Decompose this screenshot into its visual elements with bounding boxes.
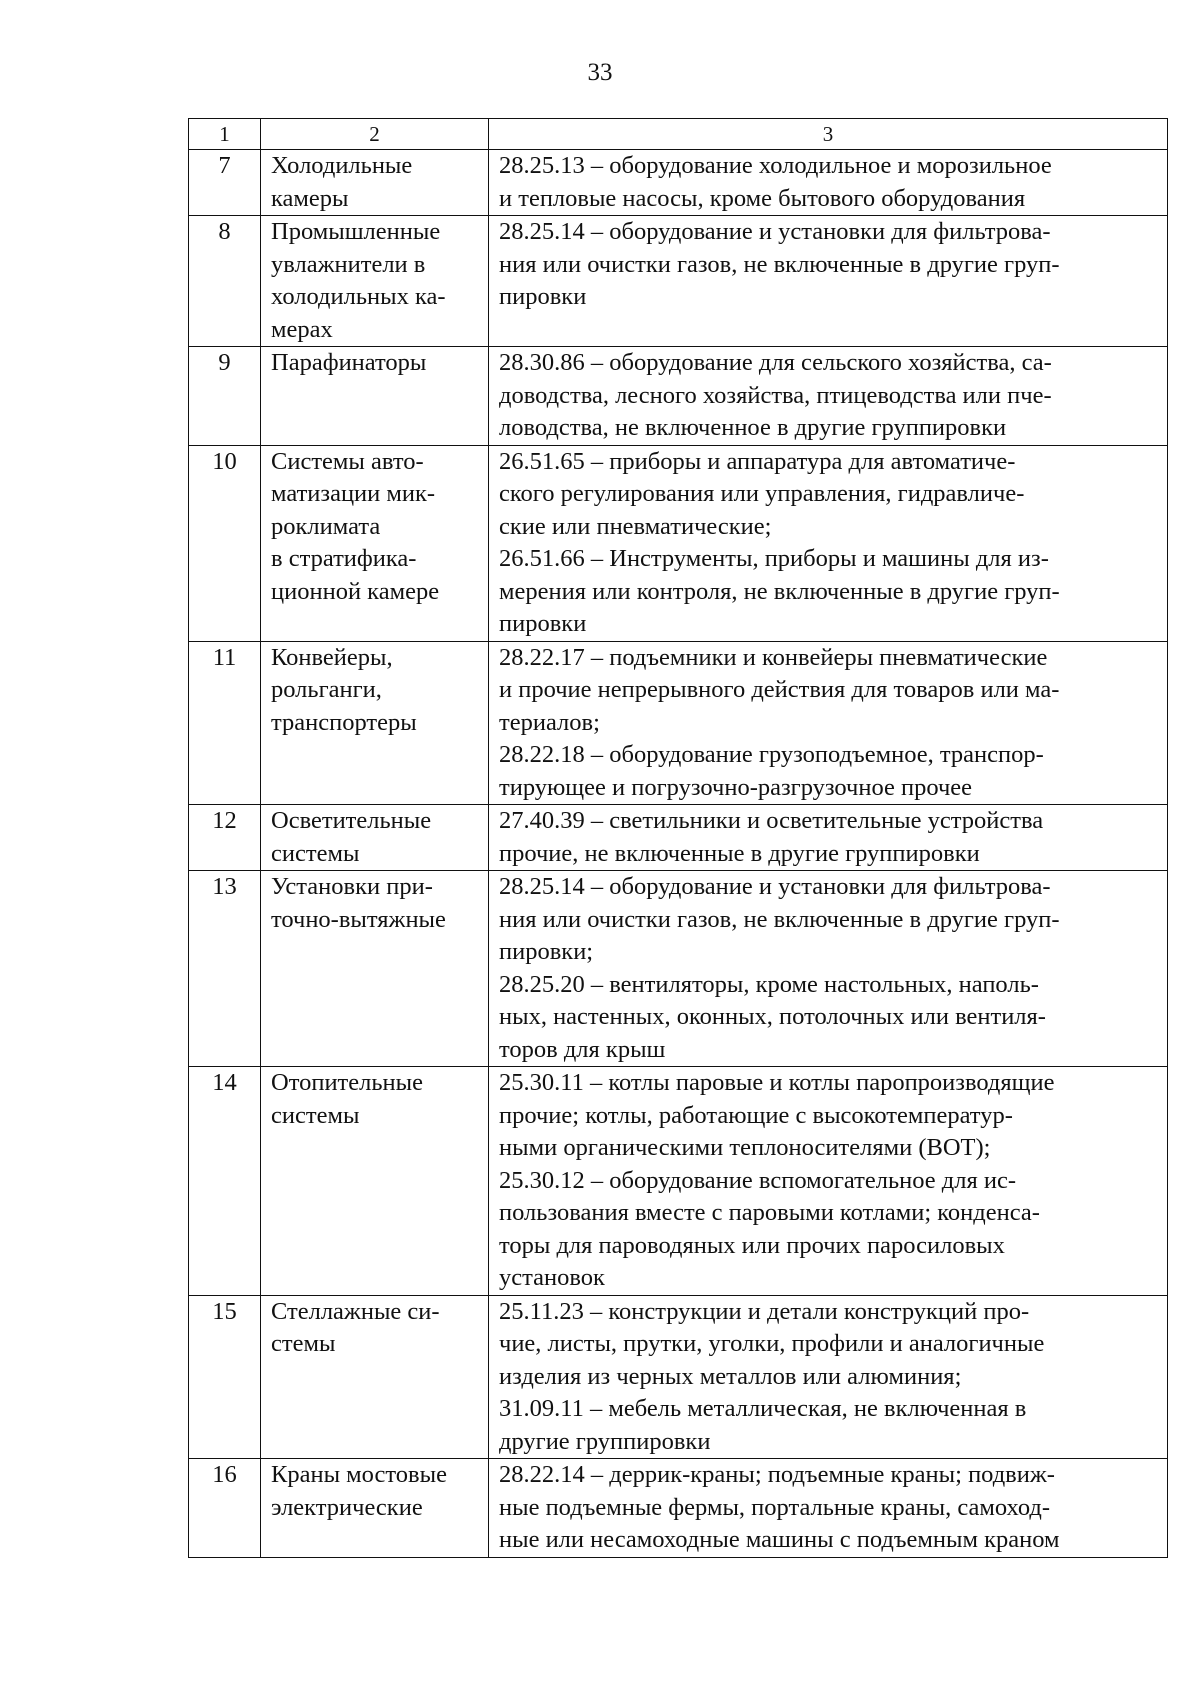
page-number: 33	[587, 59, 613, 86]
table-row	[189, 1067, 1168, 1296]
okpd-code-line: ния или очистки газов, не включенные в другие груп-	[499, 250, 1060, 278]
row-number: 16	[189, 1459, 261, 1558]
okpd-code-item	[499, 446, 1167, 544]
okpd-codes	[489, 150, 1168, 216]
equipment-name-line: мерах	[271, 315, 333, 343]
table-row	[189, 445, 1168, 641]
okpd-code-line: и тепловые насосы, кроме бытового оборудования	[499, 184, 1026, 212]
table-row	[189, 641, 1168, 805]
okpd-code-line: ные или несамоходные машины с подъемным краном	[499, 1526, 1060, 1553]
equipment-name-line: ционной камере	[271, 577, 440, 605]
okpd-codes	[489, 871, 1168, 1067]
equipment-name	[261, 347, 489, 446]
okpd-codes	[489, 641, 1168, 805]
okpd-code-item	[499, 1296, 1167, 1394]
equipment-name-line: электрические	[271, 1493, 423, 1521]
table-row	[189, 347, 1168, 446]
table-row	[189, 1459, 1168, 1558]
okpd-code-line: другие группировки	[499, 1427, 711, 1455]
equipment-name-line: рольганги,	[271, 676, 382, 703]
equipment-name-line: Системы авто-	[271, 447, 424, 475]
okpd-code-line: 26.51.65 – приборы и аппаратура для автоматиче-	[499, 447, 1016, 475]
okpd-code-line: установок	[499, 1264, 605, 1291]
okpd-codes	[489, 216, 1168, 347]
equipment-name-line: транспортеры	[271, 708, 417, 736]
table-row	[189, 150, 1168, 216]
okpd-code-line: пользования вместе с паровыми котлами; конденса-	[499, 1199, 1040, 1226]
okpd-code-item	[499, 969, 1167, 1067]
okpd-codes	[489, 1295, 1168, 1459]
row-number: 13	[189, 871, 261, 1067]
okpd-code-line: торов для крыш	[499, 1035, 666, 1063]
row-number: 9	[189, 347, 261, 446]
okpd-code-item	[499, 150, 1167, 215]
okpd-code-line: ными органическими теплоносителями (ВОТ);	[499, 1134, 991, 1161]
table-row	[189, 805, 1168, 871]
okpd-code-line: ния или очистки газов, не включенные в другие груп-	[499, 905, 1060, 933]
table-row	[189, 1295, 1168, 1459]
row-number: 10	[189, 445, 261, 641]
equipment-name-line: системы	[271, 1101, 360, 1129]
equipment-name	[261, 445, 489, 641]
okpd-code-line: пировки	[499, 610, 587, 637]
equipment-name-line: Холодильные	[271, 152, 413, 179]
row-number: 8	[189, 216, 261, 347]
okpd-code-line: ловодства, не включенное в другие группировки	[499, 414, 1007, 441]
okpd-code-item	[499, 216, 1167, 314]
okpd-codes	[489, 1067, 1168, 1296]
okpd-code-line: 25.11.23 – конструкции и детали конструкций про-	[499, 1297, 1030, 1325]
okpd-code-item	[499, 871, 1167, 969]
equipment-name	[261, 1067, 489, 1296]
header-col-3: 3	[489, 119, 1168, 150]
okpd-code-line: ские или пневматические;	[499, 512, 772, 540]
okpd-code-item	[499, 1067, 1167, 1165]
equipment-name-line: точно-вытяжные	[271, 905, 446, 933]
okpd-code-line: ные подъемные фермы, портальные краны, самоход-	[499, 1493, 1051, 1521]
okpd-code-line: чие, листы, прутки, уголки, профили и аналогичные	[499, 1330, 1045, 1357]
okpd-code-item	[499, 805, 1167, 870]
equipment-name-line: Промышленные	[271, 218, 441, 245]
okpd-code-line: 28.25.13 – оборудование холодильное и морозильное	[499, 152, 1052, 179]
okpd-code-line: 27.40.39 – светильники и осветительные устройства	[499, 807, 1044, 834]
equipment-name-line: в стратифика-	[271, 545, 417, 572]
okpd-code-line: 25.30.12 – оборудование вспомогательное для ис-	[499, 1166, 1017, 1194]
equipment-name	[261, 641, 489, 805]
okpd-code-item	[499, 347, 1167, 445]
okpd-code-line: 28.22.14 – деррик-краны; подъемные краны; подвиж-	[499, 1461, 1055, 1488]
equipment-name	[261, 1459, 489, 1558]
equipment-name-line: Установки при-	[271, 873, 433, 900]
okpd-code-line: и прочие непрерывного действия для товаров или ма-	[499, 676, 1060, 703]
equipment-name-line: Конвейеры,	[271, 643, 393, 671]
okpd-code-line: доводства, лесного хозяйства, птицеводства или пче-	[499, 381, 1052, 409]
row-number: 7	[189, 150, 261, 216]
okpd-code-line: ных, настенных, оконных, потолочных или вентиля-	[499, 1003, 1046, 1030]
okpd-code-item	[499, 739, 1167, 804]
equipment-name	[261, 805, 489, 871]
equipment-name	[261, 150, 489, 216]
okpd-code-line: 25.30.11 – котлы паровые и котлы паропроизводящие	[499, 1069, 1055, 1096]
equipment-name-line: Парафинаторы	[271, 349, 427, 376]
equipment-name-line: камеры	[271, 184, 349, 212]
okpd-code-line: торы для пароводяных или прочих паросиловых	[499, 1231, 1005, 1259]
row-number: 11	[189, 641, 261, 805]
okpd-code-line: мерения или контроля, не включенные в другие груп-	[499, 577, 1060, 605]
okpd-codes	[489, 805, 1168, 871]
equipment-name-line: роклимата	[271, 512, 381, 540]
okpd-code-item	[499, 1393, 1167, 1458]
row-number: 12	[189, 805, 261, 871]
equipment-name-line: стемы	[271, 1330, 336, 1357]
equipment-name	[261, 1295, 489, 1459]
okpd-code-line: прочие; котлы, работающие с высокотемператур-	[499, 1101, 1013, 1129]
okpd-code-line: 28.25.14 – оборудование и установки для фильтрова-	[499, 218, 1051, 245]
okpd-code-line: пировки;	[499, 938, 594, 965]
okpd-code-line: пировки	[499, 283, 587, 310]
row-number: 15	[189, 1295, 261, 1459]
equipment-name-line: увлажнители в	[271, 250, 426, 278]
header-col-2: 2	[261, 119, 489, 150]
equipment-name	[261, 216, 489, 347]
table-header-row	[189, 119, 1168, 150]
equipment-name-line: Осветительные	[271, 807, 432, 834]
okpd-codes	[489, 347, 1168, 446]
okpd-code-line: тирующее и погрузочно-разгрузочное прочее	[499, 773, 973, 801]
equipment-name-line: Стеллажные си-	[271, 1297, 440, 1325]
equipment-name-line: системы	[271, 839, 360, 867]
okpd-code-line: 28.22.17 – подъемники и конвейеры пневматические	[499, 643, 1048, 671]
equipment-name-line: Краны мостовые	[271, 1461, 447, 1488]
okpd-code-line: ского регулирования или управления, гидравличе-	[499, 480, 1025, 507]
okpd-code-line: прочие, не включенные в другие группировки	[499, 839, 980, 867]
okpd-code-line: 31.09.11 – мебель металлическая, не включенная в	[499, 1395, 1027, 1422]
okpd-codes	[489, 1459, 1168, 1558]
equipment-name-line: холодильных ка-	[271, 283, 446, 310]
okpd-code-item	[499, 642, 1167, 740]
table-row	[189, 871, 1168, 1067]
okpd-code-item	[499, 1165, 1167, 1295]
okpd-code-line: изделия из черных металлов или алюминия;	[499, 1362, 962, 1390]
row-number: 14	[189, 1067, 261, 1296]
okpd-code-item	[499, 1459, 1167, 1557]
table-row	[189, 216, 1168, 347]
okpd-code-line: 28.22.18 – оборудование грузоподъемное, транспор-	[499, 741, 1044, 768]
equipment-name	[261, 871, 489, 1067]
header-col-1: 1	[189, 119, 261, 150]
okpd-code-line: 26.51.66 – Инструменты, приборы и машины для из-	[499, 545, 1049, 572]
equipment-name-line: матизации мик-	[271, 480, 436, 507]
okpd-code-line: 28.25.20 – вентиляторы, кроме настольных, наполь-	[499, 970, 1039, 998]
equipment-table	[188, 118, 1168, 1558]
okpd-codes	[489, 445, 1168, 641]
okpd-code-line: 28.25.14 – оборудование и установки для фильтрова-	[499, 873, 1051, 900]
okpd-code-line: териалов;	[499, 708, 600, 736]
equipment-name-line: Отопительные	[271, 1069, 423, 1096]
okpd-code-item	[499, 543, 1167, 641]
okpd-code-line: 28.30.86 – оборудование для сельского хозяйства, са-	[499, 349, 1052, 376]
